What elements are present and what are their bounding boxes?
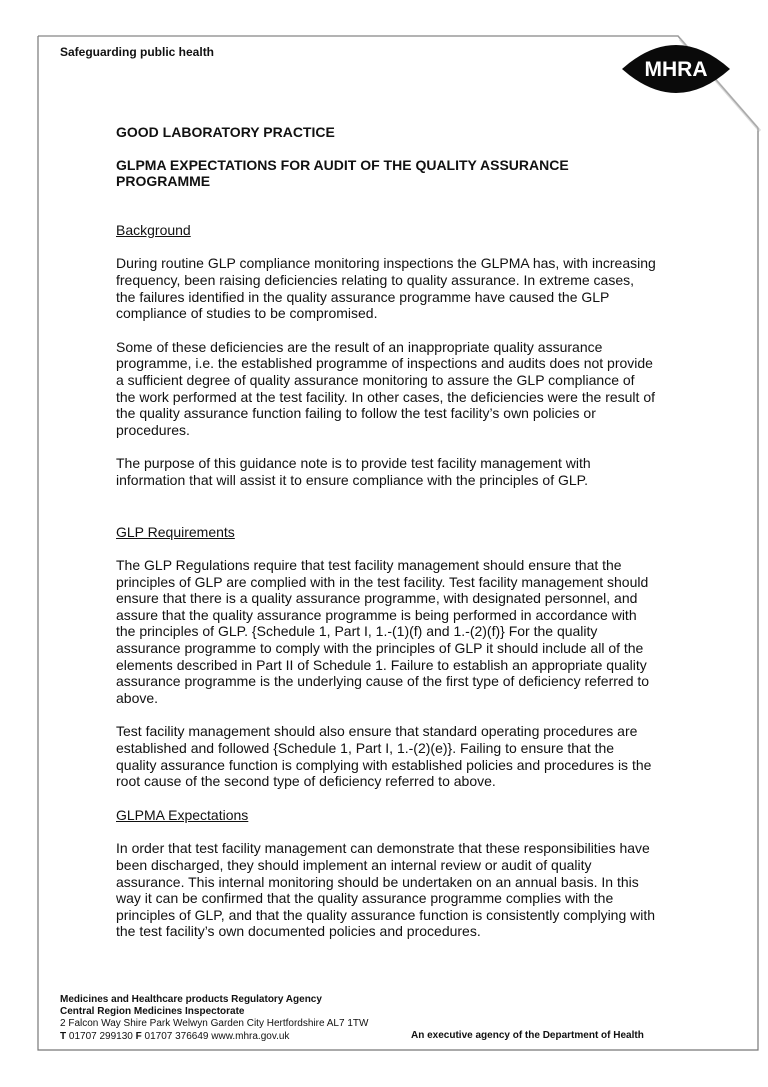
footer-address-block (60, 994, 368, 1043)
section-glp-requirements (116, 524, 656, 790)
section-heading: Background (116, 221, 191, 238)
footer-agency: Medicines and Healthcare products Regulatory Agency (60, 994, 322, 1005)
section-heading: GLP Requirements (116, 523, 235, 540)
footer-contact: T 01707 299130 F 01707 376649 www.mhra.gov.uk (60, 1030, 290, 1042)
paragraph: Test facility management should also ensure that standard operating procedures are established and followed {Schedule 1, Part I, 1.-(2)(e)}. Failing to ensure that the quality assurance function is complying with established policies and procedures is the root cause of the second type of deficiency referred to above. (116, 723, 652, 790)
paragraph: During routine GLP compliance monitoring inspections the GLPMA has, with increasing frequency, been raising deficiencies relating to quality assurance. In extreme cases, the failures identified in the quality assurance programme have caused the GLP compliance of studies to be compromised. (116, 255, 656, 322)
paragraph: In order that test facility management can demonstrate that these responsibilities have been discharged, they should implement an internal review or audit of quality assurance. This internal monitoring should be undertaken on an annual basis. In this way it can be confirmed that the quality assurance programme complies with the principles of GLP, and that the quality assurance function is consistently complying with the test facility’s own documented policies and procedures. (116, 840, 656, 940)
header-tagline: Safeguarding public health (60, 45, 215, 59)
document-subtitle: GLPMA EXPECTATIONS FOR AUDIT OF THE QUALITY ASSURANCE PROGRAMME (116, 156, 569, 190)
paragraph: Some of these deficiencies are the result of an inappropriate quality assurance programme, i.e. the established programme of inspections and audits does not provide a sufficient degree of quality assurance monitoring to assure the GLP compliance of the work performed at the test facility. In other cases, the deficiencies were the result of the quality assurance function failing to follow the test facility’s own policies or procedures. (116, 338, 655, 438)
section-background (116, 222, 656, 489)
footer-executive-agency: An executive agency of the Department of Health (411, 1030, 644, 1041)
footer-address: 2 Falcon Way Shire Park Welwyn Garden City Hertfordshire AL7 1TW (60, 1018, 369, 1030)
paragraph: The purpose of this guidance note is to provide test facility management with information that will assist it to ensure compliance with the principles of GLP. (116, 455, 591, 488)
document-body (116, 124, 656, 957)
document-title: GOOD LABORATORY PRACTICE (116, 124, 335, 140)
svg-text:MHRA: MHRA (644, 58, 708, 81)
paragraph: The GLP Regulations require that test facility management should ensure that the principles of GLP are complied with in the test facility. Test facility management should ensure that there is a quality assurance programme, with designated personnel, and assure that the quality assurance programme is being performed in accordance with the principles of GLP. {Schedule 1, Part I, 1.-(1)(f) and 1.-(2)(f)} For the quality assurance programme to comply with the principles of GLP it should include all of the elements described in Part II of Schedule 1. Failure to establish an appropriate quality assurance programme is the underlying cause of the first type of deficiency referred to above. (116, 557, 650, 706)
section-heading: GLPMA Expectations (116, 806, 249, 823)
footer-division: Central Region Medicines Inspectorate (60, 1006, 245, 1018)
section-glpma-expectations (116, 807, 656, 940)
mhra-logo (620, 37, 732, 101)
